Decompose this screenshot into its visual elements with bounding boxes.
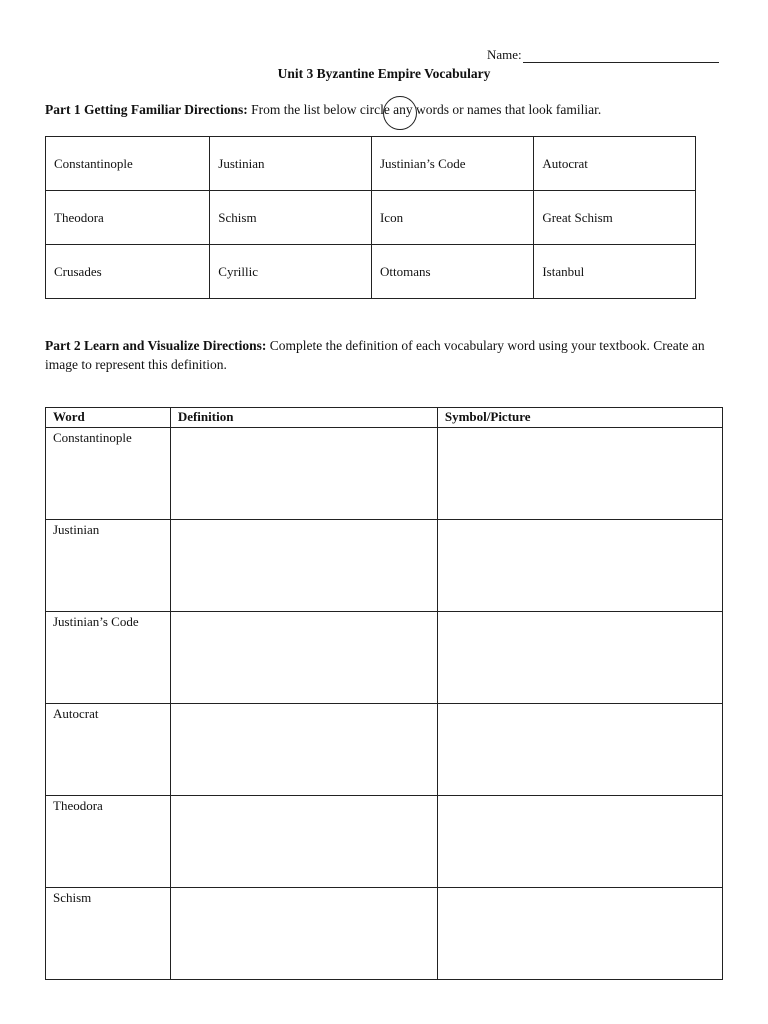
- hand-drawn-circle-mark: [383, 96, 417, 130]
- word-cell[interactable]: Justinian’s Code: [371, 137, 533, 191]
- word-cell[interactable]: Schism: [210, 191, 372, 245]
- word-cell[interactable]: Ottomans: [371, 245, 533, 299]
- word-cell[interactable]: Great Schism: [534, 191, 696, 245]
- part2-text: Complete the definition of each vocabulary word using your textbook. Create an image to represent this definition.: [45, 338, 705, 372]
- header-row: [46, 408, 723, 428]
- symbol-cell[interactable]: [437, 612, 722, 704]
- definition-cell[interactable]: [170, 612, 437, 704]
- vocab-word: Theodora: [46, 796, 171, 888]
- vocab-word: Constantinople: [46, 428, 171, 520]
- vocab-word: Justinian: [46, 520, 171, 612]
- name-blank-line[interactable]: [523, 47, 719, 63]
- vocab-word: Schism: [46, 888, 171, 980]
- table-row: [46, 704, 723, 796]
- vocab-word: Autocrat: [46, 704, 171, 796]
- word-cell[interactable]: Theodora: [46, 191, 210, 245]
- column-header-symbol: Symbol/Picture: [437, 408, 722, 428]
- symbol-cell[interactable]: [437, 796, 722, 888]
- definition-cell[interactable]: [170, 704, 437, 796]
- word-cell[interactable]: Cyrillic: [210, 245, 372, 299]
- part2-heading: Part 2 Learn and Visualize Directions:: [45, 338, 267, 353]
- table-row: [46, 888, 723, 980]
- table-row: [46, 796, 723, 888]
- vocabulary-table: [45, 407, 723, 980]
- vocab-word: Justinian’s Code: [46, 612, 171, 704]
- table-row: [46, 245, 696, 299]
- part2-directions: [45, 336, 735, 374]
- name-field[interactable]: [487, 47, 719, 63]
- familiar-words-table: [45, 136, 696, 299]
- column-header-definition: Definition: [170, 408, 437, 428]
- word-cell[interactable]: Istanbul: [534, 245, 696, 299]
- symbol-cell[interactable]: [437, 428, 722, 520]
- symbol-cell[interactable]: [437, 704, 722, 796]
- part1-directions: [45, 100, 601, 119]
- column-header-word: Word: [46, 408, 171, 428]
- name-label: Name:: [487, 47, 522, 62]
- table-row: [46, 137, 696, 191]
- word-cell[interactable]: Crusades: [46, 245, 210, 299]
- definition-cell[interactable]: [170, 888, 437, 980]
- symbol-cell[interactable]: [437, 888, 722, 980]
- word-cell[interactable]: Icon: [371, 191, 533, 245]
- table-row: [46, 520, 723, 612]
- table-row: [46, 612, 723, 704]
- definition-cell[interactable]: [170, 428, 437, 520]
- page-title: Unit 3 Byzantine Empire Vocabulary: [277, 66, 491, 81]
- table-row: [46, 428, 723, 520]
- part1-text: From the list below circle any words or names that look familiar.: [247, 102, 602, 117]
- definition-cell[interactable]: [170, 796, 437, 888]
- table-row: [46, 191, 696, 245]
- word-cell[interactable]: Justinian: [210, 137, 372, 191]
- symbol-cell[interactable]: [437, 520, 722, 612]
- word-cell[interactable]: Autocrat: [534, 137, 696, 191]
- part1-heading: Part 1 Getting Familiar Directions:: [45, 102, 248, 117]
- definition-cell[interactable]: [170, 520, 437, 612]
- word-cell[interactable]: Constantinople: [46, 137, 210, 191]
